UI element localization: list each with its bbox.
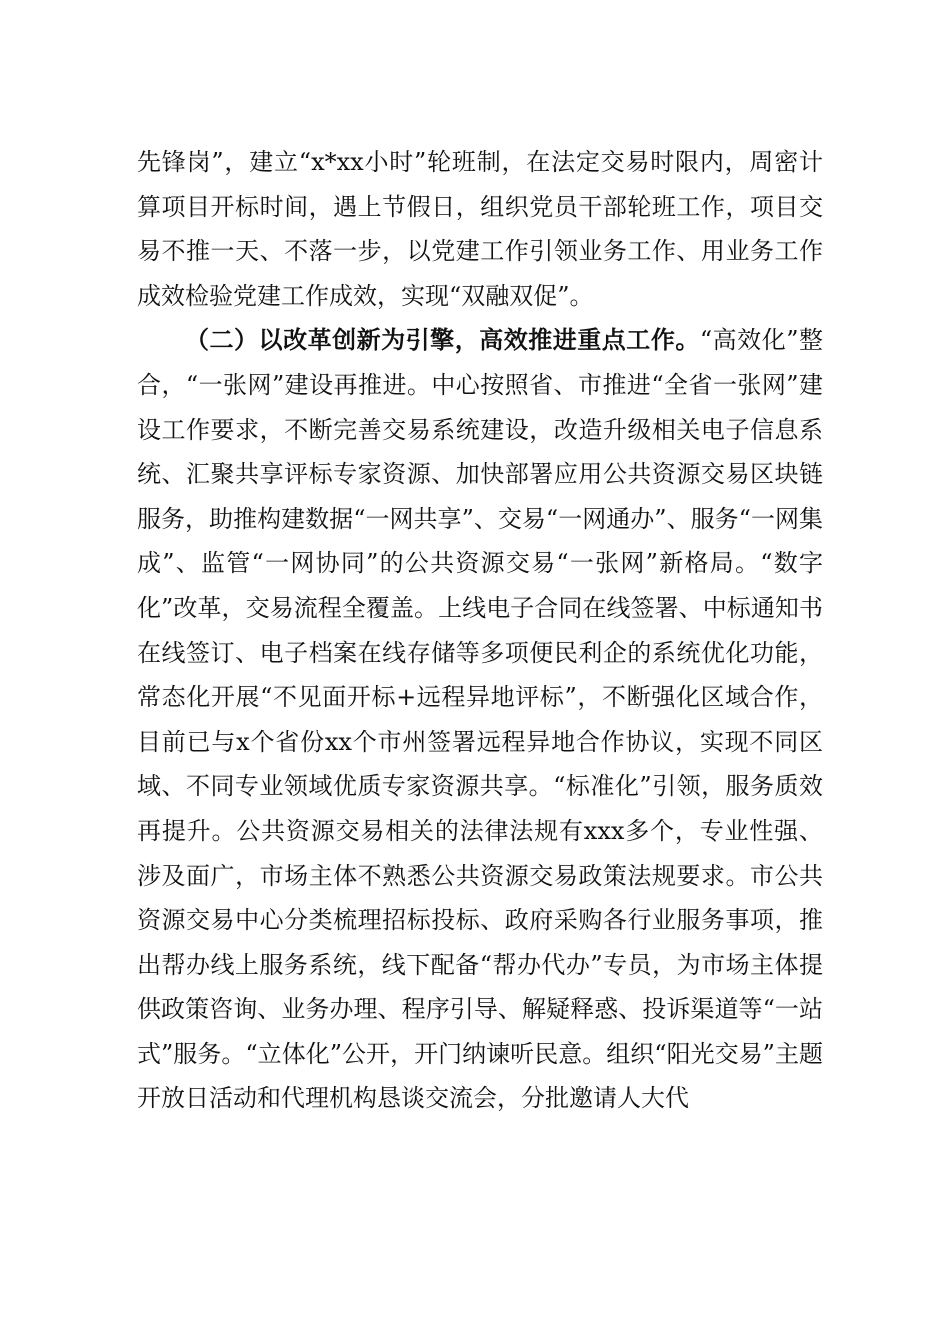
paragraph-continuation (137, 140, 823, 318)
section-heading: （二）以改革创新为引擎，高效推进重点工作。 (185, 325, 700, 355)
paragraph-text: 先锋岗”，建立“x*xx小时”轮班制，在法定交易时限内，周密计算项目开标时间，遇上节假日，组织党员干部轮班工作，项目交易不推一天、不落一步，以党建工作引领业务工作、用业务工作成效检验党建工作成效，实现“双融双促”。 (137, 148, 823, 310)
paragraph-text: “高效化”整合，“一张网”建设再推进。中心按照省、市推进“全省一张网”建设工作要求，不断完善交易系统建设，改造升级相关电子信息系统、汇聚共享评标专家资源、加快部署应用公共资源交易区块链服务，助推构建数据“一网共享”、交易“一网通办”、服务“一网集成”、监管“一网协同”的公共资源交易“一张网”新格局。“数字化”改革，交易流程全覆盖。上线电子合同在线签署、中标通知书在线签订、电子档案在线存储等多项便民利企的系统优化功能，常态化开展“不见面开标+远程异地评标”，不断强化区域合作，目前已与x个省份xx个市州签署远程异地合作协议，实现不同区域、不同专业领域优质专家资源共享。“标准化”引领，服务质效再提升。公共资源交易相关的法律法规有xxx多个，专业性强、涉及面广，市场主体不熟悉公共资源交易政策法规要求。市公共资源交易中心分类梳理招标投标、政府采购各行业服务事项，推出帮办线上服务系统，线下配备“帮办代办”专员，为市场主体提供政策咨询、业务办理、程序引导、解疑释惑、投诉渠道等“一站式”服务。“立体化”公开，开门纳谏听民意。组织“阳光交易”主题开放日活动和代理机构恳谈交流会，分批邀请人大代 (137, 326, 824, 1113)
document-body (137, 140, 823, 1121)
paragraph-section-two (137, 318, 823, 1121)
